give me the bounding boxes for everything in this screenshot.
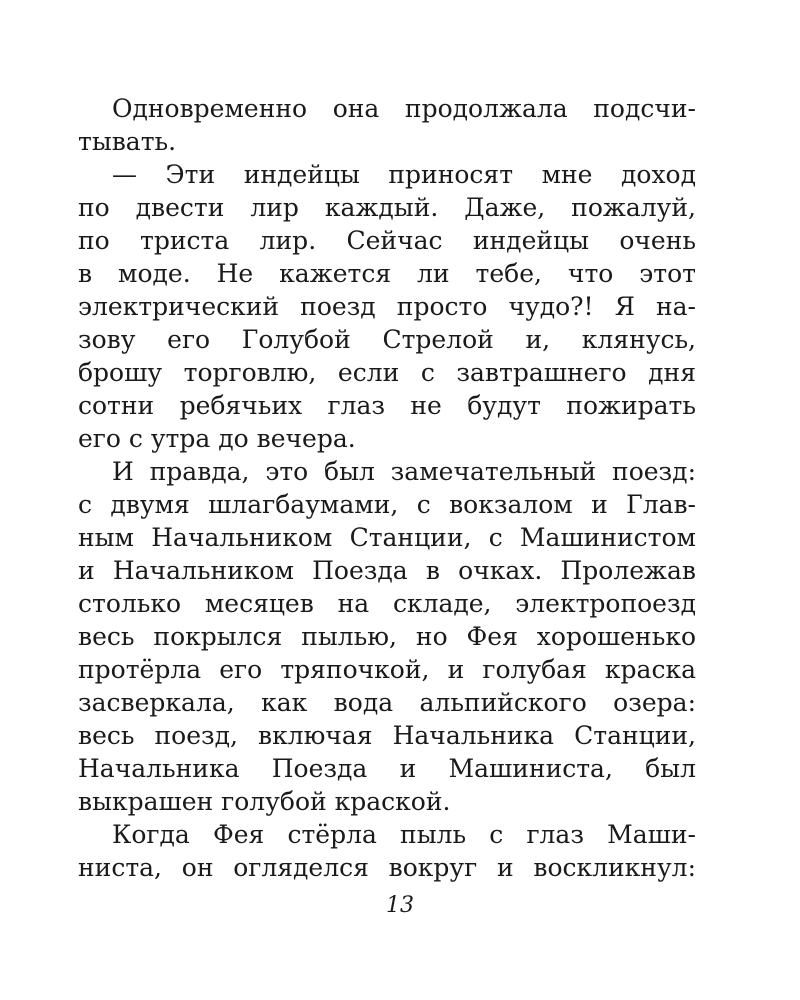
body-text: [78, 92, 696, 884]
text-line: по триста лир. Сейчас индейцы очень: [78, 226, 696, 255]
text-line: Начальника Поезда и Машиниста, был: [78, 754, 696, 783]
paragraph-2: [78, 158, 696, 455]
text-line: ниста, он огляделся вокруг и воскликнул:: [78, 853, 696, 882]
text-line: тывать.: [78, 127, 177, 156]
text-line: в моде. Не кажется ли тебе, что этот: [78, 259, 696, 288]
page-number: 13: [386, 893, 414, 918]
text-line: Одновременно она продолжала подсчи-: [112, 94, 696, 123]
text-line: с двумя шлагбаумами, с вокзалом и Глав-: [78, 490, 696, 519]
text-line: — Эти индейцы приносят мне доход: [112, 160, 696, 189]
text-line: брошу торговлю, если с завтрашнего дня: [78, 358, 696, 387]
paragraph-1: [78, 92, 696, 158]
text-line: зову его Голубой Стрелой и, клянусь,: [78, 325, 696, 354]
text-line: протёрла его тряпочкой, и голубая краска: [78, 655, 696, 684]
text-line: засверкала, как вода альпийского озера:: [78, 688, 696, 717]
text-line: И правда, это был замечательный поезд:: [112, 457, 696, 486]
text-line: весь покрылся пылью, но Фея хорошенько: [78, 622, 696, 651]
text-line: весь поезд, включая Начальника Станции,: [78, 721, 696, 750]
text-line: его с утра до вечера.: [78, 424, 356, 453]
text-line: Когда Фея стёрла пыль с глаз Маши-: [112, 820, 696, 849]
paragraph-3: [78, 455, 696, 818]
text-line: электрический поезд просто чудо?! Я на-: [78, 292, 696, 321]
text-line: по двести лир каждый. Даже, пожалуй,: [78, 193, 696, 222]
text-line: выкрашен голубой краской.: [78, 787, 451, 816]
text-line: и Начальником Поезда в очках. Пролежав: [78, 556, 696, 585]
text-line: ным Начальником Станции, с Машинистом: [78, 523, 696, 552]
text-line: столько месяцев на складе, электропоезд: [78, 589, 696, 618]
text-line: сотни ребячьих глаз не будут пожирать: [78, 391, 696, 420]
paragraph-4: [78, 818, 696, 884]
